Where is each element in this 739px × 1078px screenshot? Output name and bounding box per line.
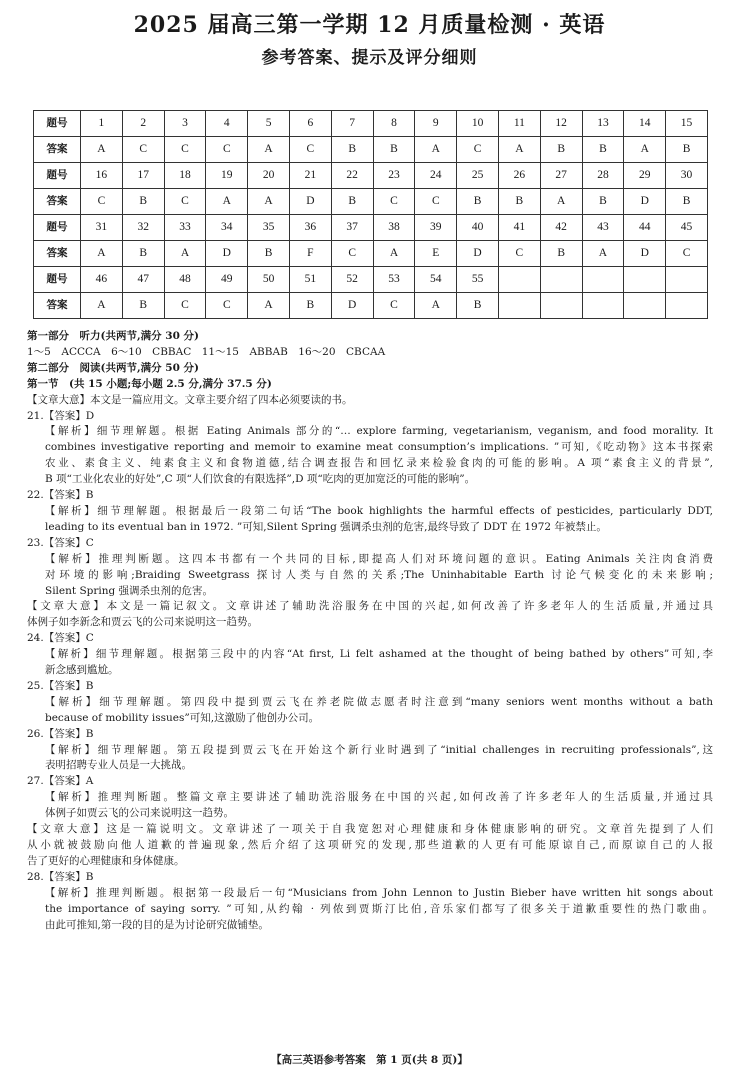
answer-cell: C [415,189,457,215]
answer-cell: C [331,241,373,267]
question-number-cell: 20 [248,163,290,189]
q27-answer: 27.【答案】A [27,775,94,788]
answer-cell: A [81,137,123,163]
answer-cell: B [666,189,708,215]
part1-answers: 1～5 ACCCA 6～10 CBBAC 11～15 ABBAB 16～20 CBCAA [27,345,386,358]
question-number-label: 题号 [34,163,81,189]
answer-cell: D [457,241,499,267]
q22-explanation: leading to its eventual ban in 1972. ”可知,Silent Spring 强调杀虫剂的危害,最终导致了 DDT 在 1972 年被禁止。 [45,520,607,533]
question-number-cell [540,267,582,293]
answer-cell: C [164,137,206,163]
question-number-cell: 21 [289,163,331,189]
q28-explanation: the importance of saying sorry. ”可知,从约翰 · 列侬到贾斯汀比伯,音乐家们都写了很多关于道歉重要性的热门歌曲。 [45,902,713,915]
answer-cell: B [122,293,164,319]
question-number-label: 题号 [34,267,81,293]
q22-answer: 22.【答案】B [27,489,94,502]
answer-cell: D [206,241,248,267]
answer-cell: F [289,241,331,267]
question-number-cell: 4 [206,111,248,137]
q25-answer: 25.【答案】B [27,679,94,692]
q27-explanation: 【解析】推理判断题。整篇文章主要讲述了辅助洗浴服务在中国的兴起,如何改善了许多老年人的生活质量,并通过具 [45,791,713,804]
q22-explanation: 【解析】细节理解题。根据最后一段第二句话“The book highlights the harmful effects of pesticides, particularly DDT, [45,504,713,517]
question-number-cell: 27 [540,163,582,189]
answer-cell: C [206,137,248,163]
question-number-cell: 39 [415,215,457,241]
q23-explanation: 【解析】推理判断题。这四本书都有一个共同的目标,即提高人们对环境问题的意识。Eating Animals 关注肉食消费 [45,552,713,565]
answer-label: 答案 [34,293,81,319]
question-number-cell: 43 [582,215,624,241]
question-number-cell: 26 [498,163,540,189]
question-number-cell: 34 [206,215,248,241]
answer-cell: B [540,137,582,163]
question-number-cell: 44 [624,215,666,241]
q21-explanation: B 项“工业化农业的好处”,C 项“人们饮食的有限选择”,D 项“吃肉的更加宽泛的可能的影响”。 [45,473,476,486]
answer-cell: D [624,241,666,267]
answer-cell: A [498,137,540,163]
question-number-cell: 36 [289,215,331,241]
question-number-cell: 5 [248,111,290,137]
question-number-cell: 46 [81,267,123,293]
answer-cell: A [540,189,582,215]
q21-explanation: 农业、素食主义、纯素食主义和食物道德,结合调查报告和回忆录来检验食肉的可能的影响。A 项“素食主义的背景”, [45,457,713,470]
answer-cell: B [331,137,373,163]
q23-answer: 23.【答案】C [27,536,94,549]
question-number-cell: 42 [540,215,582,241]
summary-b: 体例子如李新念和贾云飞的公司来说明这一趋势。 [27,616,258,629]
question-number-cell: 30 [666,163,708,189]
answer-cell: A [248,189,290,215]
answer-cell: E [415,241,457,267]
summary-c: 【文章大意】这是一篇说明文。文章讲述了一项关于自我宽恕对心理健康和身体健康影响的研究。文章首先提到了人们 [27,823,713,836]
document-title: 2025 届高三第一学期 12 月质量检测 · 英语 [133,12,606,38]
answer-cell [540,293,582,319]
answer-cell: D [331,293,373,319]
question-number-cell: 54 [415,267,457,293]
answer-cell: B [248,241,290,267]
section1-title: 第一节 (共 15 小题;每小题 2.5 分,满分 37.5 分) [27,377,272,390]
answer-cell: B [666,137,708,163]
q23-explanation: Silent Spring 强调杀虫剂的危害。 [45,584,214,597]
answer-cell: C [289,137,331,163]
question-number-cell: 52 [331,267,373,293]
question-number-row [34,267,708,293]
answer-cell: B [122,241,164,267]
summary-a: 【文章大意】本文是一篇应用文。文章主要介绍了四本必须要读的书。 [27,393,353,406]
question-number-cell: 19 [206,163,248,189]
question-number-cell: 50 [248,267,290,293]
question-number-cell: 22 [331,163,373,189]
question-number-cell: 31 [81,215,123,241]
answer-row [34,241,708,267]
question-number-cell: 37 [331,215,373,241]
answer-cell: C [81,189,123,215]
answer-cell: A [624,137,666,163]
part2-title: 第二部分 阅读(共两节,满分 50 分) [27,361,200,374]
question-number-cell [582,267,624,293]
question-number-row [34,111,708,137]
question-number-cell: 33 [164,215,206,241]
question-number-cell: 13 [582,111,624,137]
answer-cell: A [248,137,290,163]
question-number-cell: 8 [373,111,415,137]
q21-answer: 21.【答案】D [27,409,95,422]
q27-explanation: 体例子如贾云飞的公司来说明这一趋势。 [45,807,234,820]
q28-explanation: 【解析】推理判断题。根据第一段最后一句“Musicians from John Lennon to Justin Bieber have written hit songs about [45,886,713,899]
question-number-cell: 55 [457,267,499,293]
answer-cell: B [457,189,499,215]
question-number-cell: 49 [206,267,248,293]
question-number-cell: 32 [122,215,164,241]
question-number-cell [624,267,666,293]
answer-cell: C [666,241,708,267]
question-number-cell: 11 [498,111,540,137]
question-number-cell: 28 [582,163,624,189]
answer-cell: B [289,293,331,319]
question-number-row [34,215,708,241]
answer-cell [624,293,666,319]
summary-b: 【文章大意】本文是一篇记叙文。文章讲述了辅助洗浴服务在中国的兴起,如何改善了许多老年人的生活质量,并通过具 [27,600,713,613]
answer-cell: A [582,241,624,267]
answer-cell: C [498,241,540,267]
answer-row [34,293,708,319]
answer-cell: B [582,137,624,163]
answer-cell: C [457,137,499,163]
answer-cell [666,293,708,319]
question-number-cell: 41 [498,215,540,241]
answer-row [34,137,708,163]
q26-explanation: 【解析】细节理解题。第五段提到贾云飞在开始这个新行业时遇到了“initial challenges in recruiting professionals”,这 [45,743,713,756]
question-number-cell [498,267,540,293]
question-number-cell [666,267,708,293]
q28-answer: 28.【答案】B [27,870,94,883]
question-number-cell: 45 [666,215,708,241]
question-number-cell: 16 [81,163,123,189]
question-number-row [34,163,708,189]
page-footer: 【高三英语参考答案 第 1 页(共 8 页)】 [271,1054,468,1066]
answer-cell: A [164,241,206,267]
answer-cell: A [415,137,457,163]
question-number-cell: 1 [81,111,123,137]
answer-row [34,189,708,215]
question-number-cell: 3 [164,111,206,137]
answer-cell: B [373,137,415,163]
question-number-cell: 6 [289,111,331,137]
q24-explanation: 新念感到尴尬。 [45,664,119,677]
answer-cell: A [415,293,457,319]
q24-explanation: 【解析】细节理解题。根据第三段中的内容“At first, Li felt ashamed at the thought of being bathed by others”可知,李 [45,648,713,661]
question-number-cell: 29 [624,163,666,189]
answer-cell: A [248,293,290,319]
question-number-cell: 14 [624,111,666,137]
answer-cell: A [81,241,123,267]
q21-explanation: combines investigative reporting and memoir to examine meat consumption’s implications. ”可知,《吃动物》这本书探索 [45,441,713,454]
answer-cell: B [457,293,499,319]
q21-explanation: 【解析】细节理解题。根据 Eating Animals 部分的“… explore farming, vegetarianism, veganism, and food morality. It [45,425,713,438]
question-number-cell: 18 [164,163,206,189]
q26-answer: 26.【答案】B [27,727,94,740]
answer-cell: C [373,189,415,215]
question-number-cell: 53 [373,267,415,293]
question-number-cell: 40 [457,215,499,241]
q25-explanation: 【解析】细节理解题。第四段中提到贾云飞在养老院做志愿者时注意到“many seniors went months without a bath [45,695,713,708]
answer-cell: B [331,189,373,215]
question-number-cell: 35 [248,215,290,241]
answer-cell: C [373,293,415,319]
question-number-cell: 23 [373,163,415,189]
question-number-cell: 7 [331,111,373,137]
answer-cell: A [206,189,248,215]
question-number-cell: 47 [122,267,164,293]
question-number-label: 题号 [34,111,81,137]
answer-cell [498,293,540,319]
question-number-cell: 17 [122,163,164,189]
question-number-cell: 25 [457,163,499,189]
document-subtitle: 参考答案、提示及评分细则 [261,48,478,68]
question-number-cell: 15 [666,111,708,137]
answer-cell: D [289,189,331,215]
answer-cell: B [498,189,540,215]
q28-explanation: 由此可推知,第一段的目的是为讨论研究做铺垫。 [45,918,269,931]
q26-explanation: 表明招聘专业人员是一大挑战。 [45,759,192,772]
answer-cell: C [122,137,164,163]
summary-c: 告了更好的心理健康和身体健康。 [27,854,185,867]
answer-cell: B [540,241,582,267]
question-number-cell: 48 [164,267,206,293]
answer-cell: C [206,293,248,319]
explanations [27,329,713,933]
part1-title: 第一部分 听力(共两节,满分 30 分) [27,330,200,342]
answer-label: 答案 [34,137,81,163]
answer-label: 答案 [34,241,81,267]
answer-cell: D [624,189,666,215]
question-number-cell: 51 [289,267,331,293]
question-number-cell: 9 [415,111,457,137]
answer-label: 答案 [34,189,81,215]
answer-table [33,110,708,319]
question-number-cell: 10 [457,111,499,137]
answer-cell: A [81,293,123,319]
question-number-label: 题号 [34,215,81,241]
question-number-cell: 24 [415,163,457,189]
answer-cell [582,293,624,319]
question-number-cell: 38 [373,215,415,241]
summary-c: 从小就被鼓励向他人道歉的普遍现象,然后介绍了这项研究的发现,那些道歉的人更有可能原谅自己,而原谅自己的人报 [27,839,713,851]
q23-explanation: 对环境的影响;Braiding Sweetgrass 探讨人类与自然的关系;The Uninhabitable Earth 讨论气候变化的未来影响; [45,568,713,581]
answer-cell: C [164,293,206,319]
answer-cell: A [373,241,415,267]
answer-cell: B [582,189,624,215]
answer-cell: C [164,189,206,215]
answer-cell: B [122,189,164,215]
question-number-cell: 12 [540,111,582,137]
question-number-cell: 2 [122,111,164,137]
q24-answer: 24.【答案】C [27,632,94,645]
q25-explanation: because of mobility issues”可知,这激励了他创办公司。 [45,711,320,724]
